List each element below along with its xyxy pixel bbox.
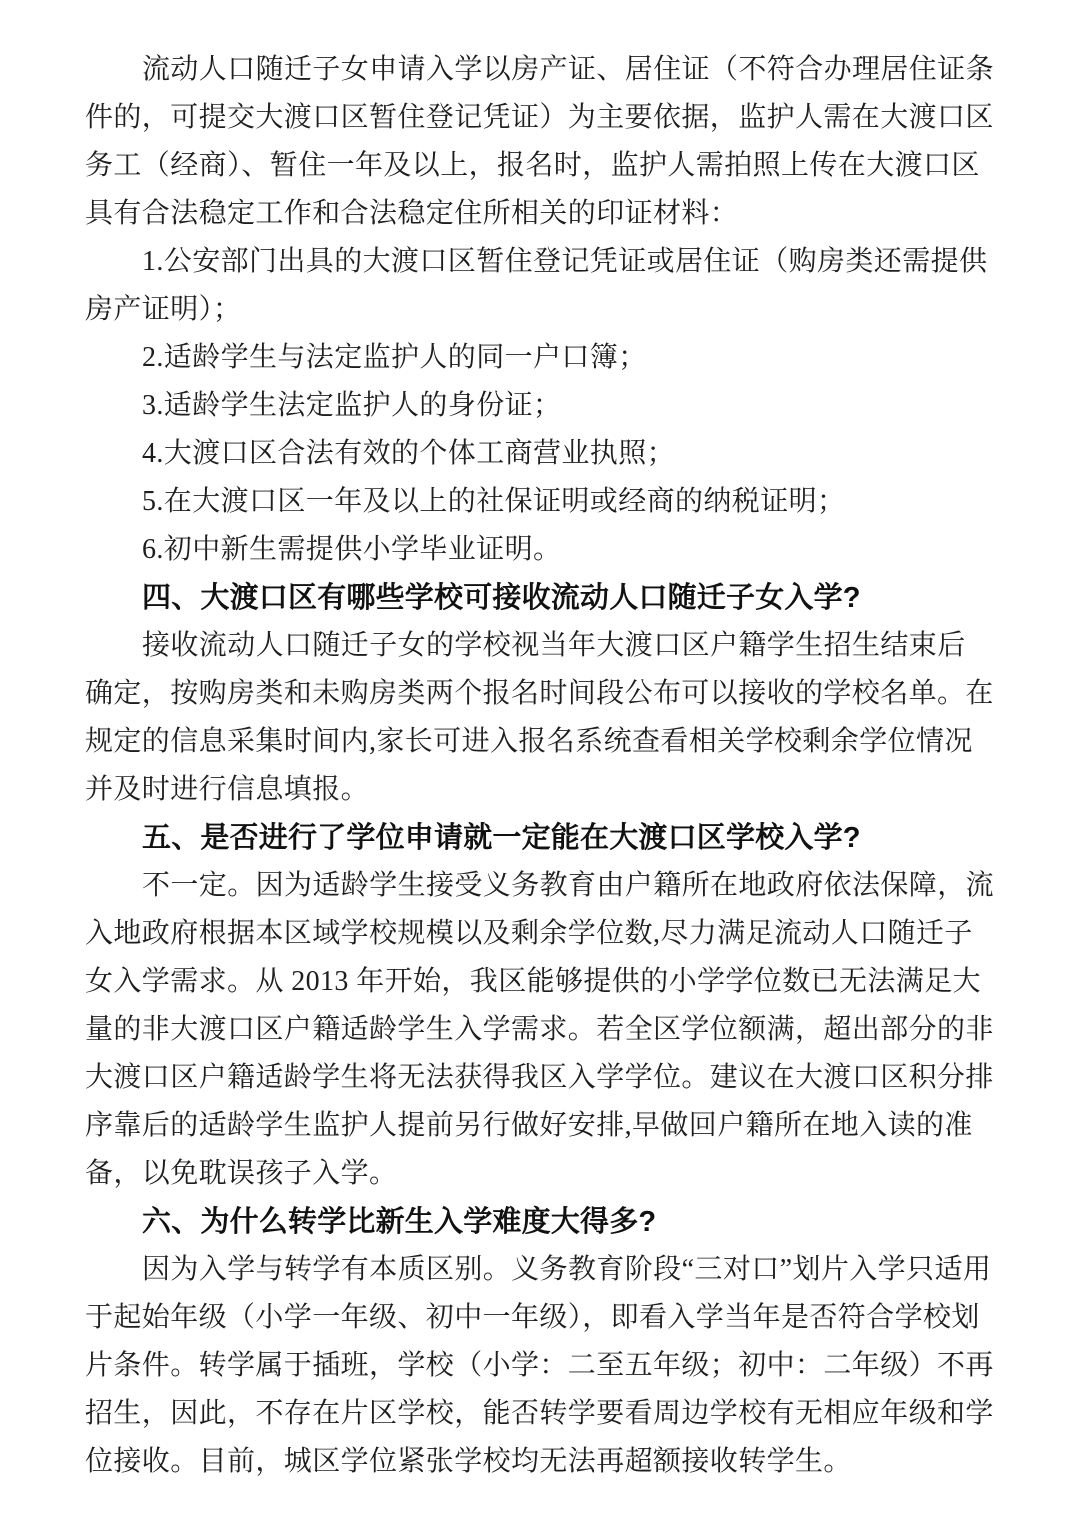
- text-line: 于起始年级（小学一年级、初中一年级），即看入学当年是否符合学校划: [85, 1302, 980, 1333]
- text-line: 并及时进行信息填报。: [85, 774, 370, 805]
- text-line: 五、是否进行了学位申请就一定能在大渡口区学校入学?: [142, 822, 861, 854]
- text-line: 接收流动人口随迁子女的学校视当年大渡口区户籍学生招生结束后: [142, 630, 966, 661]
- intro-paragraph: [85, 46, 995, 238]
- text-line: 因为入学与转学有本质区别。义务教育阶段“三对口”划片入学只适用: [142, 1254, 992, 1285]
- text-line: 入地政府根据本区域学校规模以及剩余学位数,尽力满足流动人口随迁子: [85, 918, 973, 949]
- question-6-answer: [85, 1246, 994, 1486]
- text-line: 量的非大渡口区户籍适龄学生入学需求。若全区学位额满，超出部分的非: [85, 1014, 994, 1045]
- text-line: 规定的信息采集时间内,家长可进入报名系统查看相关学校剩余学位情况: [85, 726, 973, 757]
- text-line: 5.在大渡口区一年及以上的社保证明或经商的纳税证明；: [142, 486, 846, 517]
- text-line: 六、为什么转学比新生入学难度大得多?: [142, 1206, 657, 1238]
- text-line: 大渡口区户籍适龄学生将无法获得我区入学学位。建议在大渡口区积分排: [85, 1062, 994, 1093]
- text-line: 件的，可提交大渡口区暂住登记凭证）为主要依据，监护人需在大渡口区: [85, 102, 994, 133]
- text-line: 房产证明）；: [85, 294, 242, 325]
- text-line: 女入学需求。从 2013 年开始，我区能够提供的小学学位数已无法满足大: [85, 966, 982, 997]
- text-line: 位接收。目前，城区学位紧张学校均无法再超额接收转学生。: [85, 1446, 852, 1477]
- question-6-heading: [85, 1198, 991, 1246]
- text-line: 2.适龄学生与法定监护人的同一户口簿；: [142, 342, 647, 373]
- question-4-heading: [85, 574, 991, 622]
- material-item-5: [85, 478, 991, 526]
- material-item-1: [85, 238, 991, 334]
- text-line: 流动人口随迁子女申请入学以房产证、居住证（不符合办理居住证条: [142, 54, 995, 85]
- text-line: 四、大渡口区有哪些学校可接收流动人口随迁子女入学?: [142, 582, 861, 614]
- text-line: 序靠后的适龄学生监护人提前另行做好安排,早做回户籍所在地入读的准: [85, 1110, 973, 1141]
- material-item-4: [85, 430, 991, 478]
- text-line: 1.公安部门出具的大渡口区暂住登记凭证或居住证（购房类还需提供: [142, 246, 988, 277]
- material-item-6: [85, 526, 991, 574]
- question-5-answer: [85, 862, 995, 1198]
- text-line: 务工（经商）、暂住一年及以上，报名时，监护人需拍照上传在大渡口区: [85, 150, 980, 181]
- text-line: 备，以免耽误孩子入学。: [85, 1158, 398, 1189]
- text-line: 具有合法稳定工作和合法稳定住所相关的印证材料：: [85, 198, 739, 229]
- text-line: 4.大渡口区合法有效的个体工商营业执照；: [142, 438, 676, 469]
- text-line: 不一定。因为适龄学生接受义务教育由户籍所在地政府依法保障，流: [142, 870, 995, 901]
- question-5-heading: [85, 814, 991, 862]
- question-4-answer: [85, 622, 994, 814]
- text-line: 招生，因此，不存在片区学校，能否转学要看周边学校有无相应年级和学: [85, 1398, 994, 1429]
- text-line: 6.初中新生需提供小学毕业证明。: [142, 534, 562, 565]
- material-item-2: [85, 334, 991, 382]
- material-item-3: [85, 382, 991, 430]
- text-line: 片条件。转学属于插班，学校（小学：二至五年级；初中：二年级）不再: [85, 1350, 994, 1381]
- document-body: [85, 46, 995, 1486]
- text-line: 3.适龄学生法定监护人的身份证；: [142, 390, 562, 421]
- text-line: 确定，按购房类和未购房类两个报名时间段公布可以接收的学校名单。在: [85, 678, 994, 709]
